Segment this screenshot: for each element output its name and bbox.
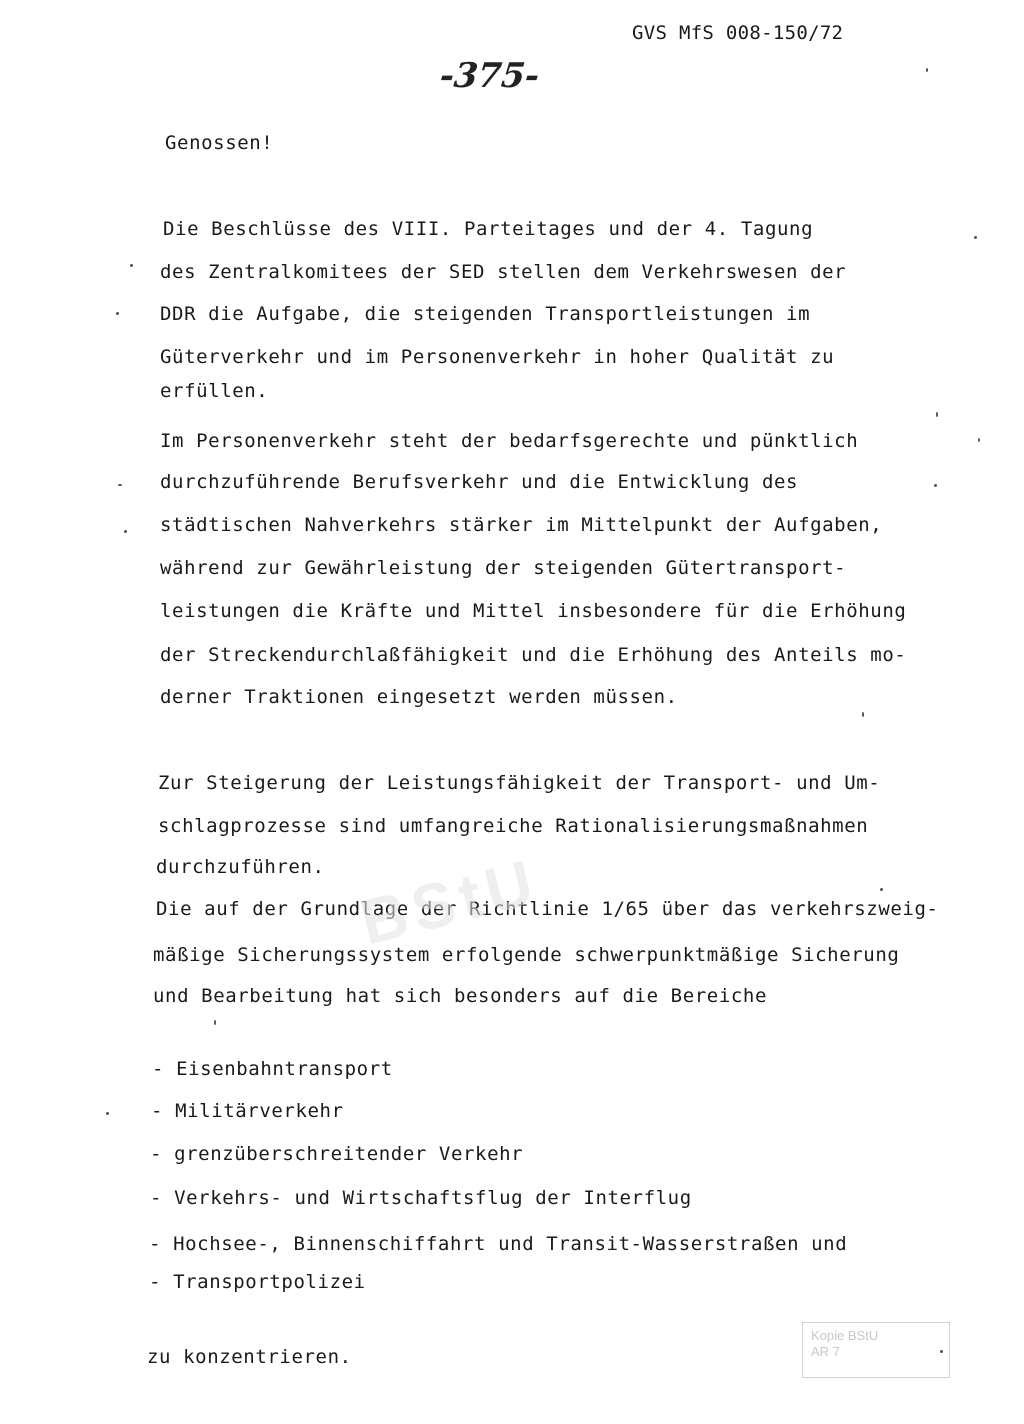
archive-copy-stamp bbox=[802, 1322, 950, 1378]
scan-speck bbox=[118, 484, 122, 486]
scan-speck bbox=[880, 888, 883, 891]
paragraph-line: Die auf der Grundlage der Richtlinie 1/65 über das verkehrszweig- bbox=[156, 898, 939, 920]
scan-speck bbox=[124, 530, 127, 533]
paragraph-line: durchzuführende Berufsverkehr und die Entwicklung des bbox=[160, 471, 799, 493]
paragraph-line: und Bearbeitung hat sich besonders auf die Bereiche bbox=[153, 985, 767, 1007]
paragraph-line: während zur Gewährleistung der steigenden Gütertransport- bbox=[160, 557, 847, 579]
paragraph-line: durchzuführen. bbox=[156, 856, 325, 878]
scan-speck bbox=[862, 712, 864, 717]
paragraph-line: DDR die Aufgabe, die steigenden Transportleistungen im bbox=[160, 303, 811, 325]
page-number: -375- bbox=[437, 56, 542, 96]
stamp-line: AR 7 bbox=[811, 1344, 840, 1359]
scan-speck bbox=[936, 412, 938, 417]
scan-speck bbox=[940, 1350, 943, 1353]
list-item: - Militärverkehr bbox=[151, 1100, 344, 1122]
scan-speck bbox=[978, 438, 980, 442]
paragraph-line: der Streckendurchlaßfähigkeit und die Erhöhung des Anteils mo- bbox=[160, 644, 907, 666]
paragraph-line: des Zentralkomitees der SED stellen dem Verkehrswesen der bbox=[160, 261, 847, 283]
paragraph-line: mäßige Sicherungssystem erfolgende schwerpunktmäßige Sicherung bbox=[153, 944, 900, 966]
salutation: Genossen! bbox=[165, 132, 274, 154]
scan-speck bbox=[926, 68, 928, 72]
list-item: - Transportpolizei bbox=[149, 1271, 366, 1293]
scan-speck bbox=[934, 484, 937, 487]
scan-speck bbox=[974, 236, 977, 239]
scan-speck bbox=[130, 264, 133, 267]
paragraph-line: Die Beschlüsse des VIII. Parteitages und der 4. Tagung bbox=[163, 218, 814, 240]
paragraph-line: leistungen die Kräfte und Mittel insbesondere für die Erhöhung bbox=[160, 600, 907, 622]
paragraph-line: städtischen Nahverkehrs stärker im Mittelpunkt der Aufgaben, bbox=[160, 514, 883, 536]
paragraph-line: Im Personenverkehr steht der bedarfsgerechte und pünktlich bbox=[160, 430, 859, 452]
paragraph-line: derner Traktionen eingesetzt werden müssen. bbox=[160, 686, 678, 708]
stamp-line: Kopie BStU bbox=[811, 1328, 879, 1343]
paragraph-line: Zur Steigerung der Leistungsfähigkeit der Transport- und Um- bbox=[158, 772, 881, 794]
list-item: - Verkehrs- und Wirtschaftsflug der Interflug bbox=[150, 1187, 692, 1209]
scan-speck bbox=[106, 1112, 109, 1115]
list-item: - Eisenbahntransport bbox=[152, 1058, 393, 1080]
closing-line: zu konzentrieren. bbox=[147, 1346, 352, 1368]
scan-speck bbox=[214, 1020, 216, 1025]
scan-speck bbox=[116, 312, 119, 315]
list-item: - Hochsee-, Binnenschiffahrt und Transit-Wasserstraßen und bbox=[149, 1233, 848, 1255]
document-reference: GVS MfS 008-150/72 bbox=[632, 22, 844, 44]
paragraph-line: schlagprozesse sind umfangreiche Rationalisierungsmaßnahmen bbox=[158, 815, 869, 837]
list-item: - grenzüberschreitender Verkehr bbox=[150, 1143, 524, 1165]
paragraph-line: Güterverkehr und im Personenverkehr in hoher Qualität zu bbox=[160, 346, 835, 368]
paragraph-line: erfüllen. bbox=[160, 380, 269, 402]
faint-watermark: BStU bbox=[353, 845, 546, 959]
